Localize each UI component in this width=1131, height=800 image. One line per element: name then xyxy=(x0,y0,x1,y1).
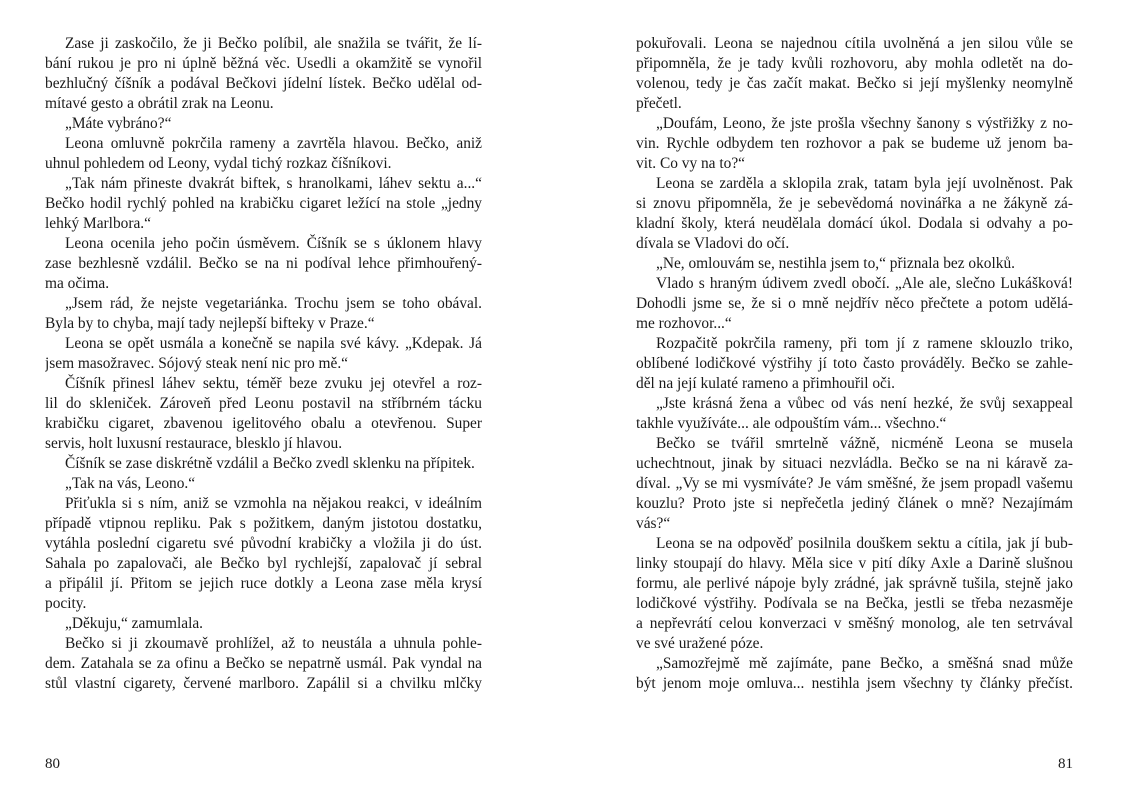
text-line: mítavé gesto a obrátil zrak na Leonu. xyxy=(45,95,274,112)
text-line: Číšník přinesl láhev sektu, téměř beze zvuku jej otevřel a roz- xyxy=(65,375,482,392)
text-line: Vlado s hraným údivem zvedl obočí. „Ale ale, slečno Lukášková! xyxy=(656,275,1073,292)
text-line: Bečko si ji zkoumavě prohlížel, až to neustála a uhnula pohle- xyxy=(65,635,482,652)
text-line: pokuřovali. Leona se najednou cítila uvolněná a jen silou vůle se xyxy=(636,35,1073,52)
text-line: „Jsem rád, že nejste vegetariánka. Trochu jsem se toho obával. xyxy=(65,295,482,312)
text-line: volenou, tedy je čas začít makat. Bečko si její myšlenky neomylně xyxy=(636,75,1073,92)
text-line: formu, ale perlivé nápoje byly zrádné, jak správně tušila, stejně jako xyxy=(636,575,1073,592)
text-line: jsem masožravec. Sójový steak není nic pro mě.“ xyxy=(45,355,349,372)
text-line: vytáhla poslední cigaretu své původní krabičky a vložila ji do úst. xyxy=(45,535,482,552)
left-page-text xyxy=(45,34,482,694)
text-line: oblíbené lodičkové výstřihy jí toto často prováděly. Bečko se zahle- xyxy=(636,355,1073,372)
text-line: Dohodli jsme se, že si o mně nejdřív něco přečtete a potom udělá- xyxy=(636,295,1073,312)
text-line: vit. Co vy na to?“ xyxy=(636,155,745,172)
text-line: „Tak na vás, Leono.“ xyxy=(65,475,196,492)
text-line: „Máte vybráno?“ xyxy=(65,115,172,132)
text-line: vin. Rychle odbydem ten rozhovor a pak se budeme už jenom ba- xyxy=(636,135,1073,152)
text-line: Přiťukla si s ním, aniž se vzmohla na nějakou reakci, v ideálním xyxy=(65,495,482,512)
text-line: vás?“ xyxy=(636,515,671,532)
text-line: „Ne, omlouvám se, nestihla jsem to,“ přiznala bez okolků. xyxy=(656,255,1016,272)
text-line: ve své uražené póze. xyxy=(636,635,764,652)
text-line: bání rukou je pro ni úplně běžná věc. Usedli a okamžitě se vynořil xyxy=(45,55,482,72)
text-line: uchechtnout, jinak by situaci nezvládla. Bečko se na ni káravě za- xyxy=(636,455,1073,472)
text-line: ma očima. xyxy=(45,275,110,292)
page-number-left: 80 xyxy=(45,756,60,772)
text-line: krabičku cigaret, zbavenou igelitového obalu a otevřenou. Super xyxy=(45,415,482,432)
text-line: bezhlučný číšník a podával Bečkovi jídelní lístek. Bečko udělal od- xyxy=(45,75,482,92)
text-line: a nepřevrátí celou konverzaci v směšný monolog, ale ten setrvával xyxy=(636,615,1073,632)
text-line: připomněla, že je tady kvůli rozhovoru, aby mohla odletět na do- xyxy=(636,55,1073,72)
text-line: a připálil jí. Přitom se jejich ruce dotkly a Leona zase měla krysí xyxy=(45,575,482,592)
text-line: „Doufám, Leono, že jste prošla všechny šanony s výstřižky z no- xyxy=(656,115,1073,132)
text-line: „Děkuju,“ zamumlala. xyxy=(65,615,204,632)
text-line: být jenom moje omluva... nestihla jsem všechny ty články přečíst. xyxy=(636,675,1073,692)
right-page-text xyxy=(636,34,1073,694)
text-line: Zase ji zaskočilo, že ji Bečko políbil, ale snažila se tvářit, že lí- xyxy=(65,35,482,52)
text-line: linky stoupají do hlavy. Měla sice v pití díky Axle a Darině slušnou xyxy=(636,555,1073,572)
text-line: případě vtipnou repliku. Pak s požitkem, daným jistotou dostatku, xyxy=(45,515,482,532)
text-line: zase bezhlesně vzdálil. Bečko se na ni podíval lehce přimhouřený- xyxy=(45,255,482,272)
text-line: díval. „Vy se mi vysmíváte? Je vám směšné, že jsem propadl vašemu xyxy=(636,475,1073,492)
text-line: Bečko hodil rychlý pohled na krabičku cigaret ležící na stole „jedny xyxy=(45,195,482,212)
text-line: kouzlu? Proto jste si nepřečetla jediný článek o mně? Nezajímám xyxy=(636,495,1073,512)
text-line: me rozhovor...“ xyxy=(636,315,732,332)
text-line: Leona omluvně pokrčila rameny a zavrtěla hlavou. Bečko, aniž xyxy=(65,135,482,152)
text-line: Leona ocenila jeho počin úsměvem. Číšník se s úklonem hlavy xyxy=(65,235,482,252)
text-line: servis, holt luxusní restaurace, blesklo jí hlavou. xyxy=(45,435,343,452)
text-line: dívala se Vladovi do očí. xyxy=(636,235,790,252)
text-line: Číšník se zase diskrétně vzdálil a Bečko zvedl sklenku na přípitek. xyxy=(65,455,475,472)
text-line: Leona se na odpověď posilnila douškem sektu a cítila, jak jí bub- xyxy=(656,535,1073,552)
text-line: přečetl. xyxy=(636,95,682,112)
text-line: lil do skleniček. Zároveň před Leonu postavil na stříbrném tácku xyxy=(45,395,482,412)
text-line: lodičkové výstřihy. Podívala se na Bečka, jestli se třeba nezasměje xyxy=(636,595,1073,612)
text-line: lehký Marlbora.“ xyxy=(45,215,151,232)
text-line: takhle využíváte... ale odpouštím vám... všechno.“ xyxy=(636,415,947,432)
text-line: „Jste krásná žena a vůbec od vás není hezké, že svůj sexappeal xyxy=(656,395,1073,412)
text-line: uhnul pohledem od Leony, vydal tichý rozkaz číšníkovi. xyxy=(45,155,392,172)
text-line: Bečko se tvářil smrtelně vážně, nicméně Leona se musela xyxy=(656,435,1073,452)
text-line: Leona se opět usmála a konečně se napila své kávy. „Kdepak. Já xyxy=(65,335,482,352)
text-line: děl na její kulaté rameno a přimhouřil oči. xyxy=(636,375,895,392)
text-line: „Samozřejmě mě zajímáte, pane Bečko, a směšná snad může xyxy=(656,655,1073,672)
page-number-right: 81 xyxy=(1058,756,1073,772)
text-line: dem. Zatahala se za ofinu a Bečko se nepatrně usmál. Pak vyndal na xyxy=(45,655,482,672)
text-line: Rozpačitě pokrčila rameny, při tom jí z ramene sklouzlo triko, xyxy=(656,335,1073,352)
text-line: Sahala po zapalovači, ale Bečko byl rychlejší, zapalovač jí sebral xyxy=(45,555,482,572)
text-line: Byla by to chyba, mají tady nejlepší bifteky v Praze.“ xyxy=(45,315,375,332)
text-line: „Tak nám přineste dvakrát biftek, s hranolkami, láhev sektu a...“ xyxy=(65,175,482,192)
text-line: si znovu připomněla, že je sebevědomá novinářka a ne žákyně zá- xyxy=(636,195,1073,212)
text-line: Leona se zarděla a sklopila zrak, tatam byla její uvolněnost. Pak xyxy=(656,175,1073,192)
text-line: pocity. xyxy=(45,595,87,612)
text-line: kladní školy, která neudělala domácí úkol. Dodala si odvahy a po- xyxy=(636,215,1073,232)
text-line: stůl vlastní cigarety, červené marlboro. Zapálil si a chvilku mlčky xyxy=(45,675,482,692)
